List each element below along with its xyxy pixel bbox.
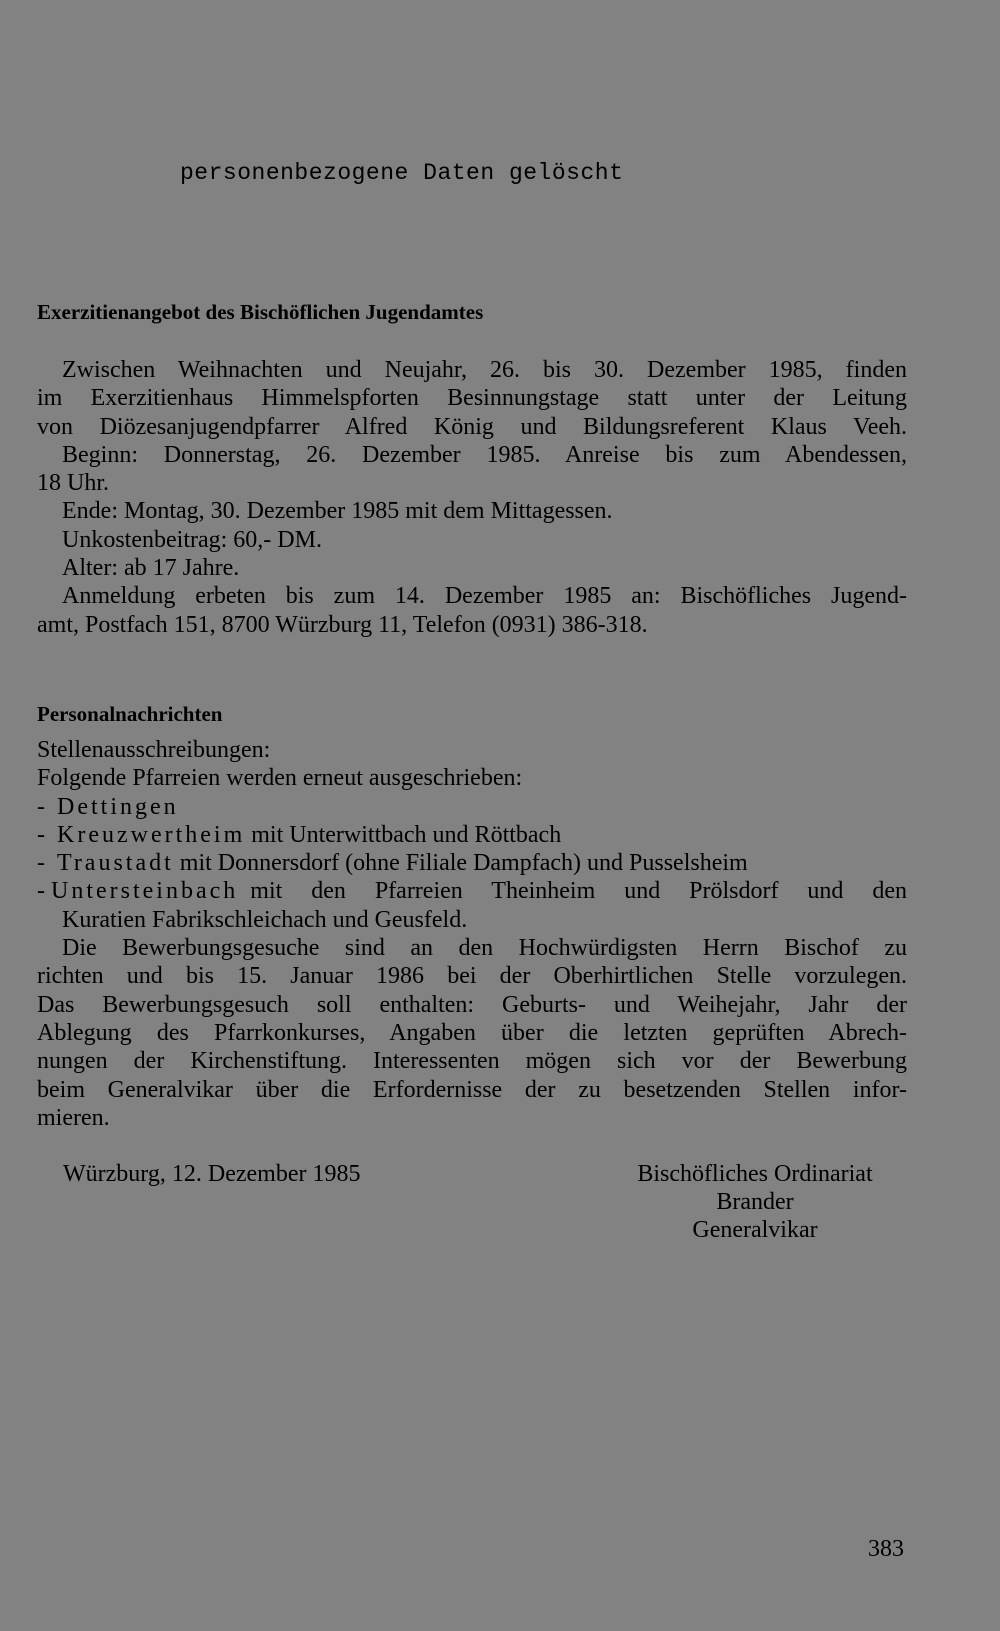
parish-detail: mit Unterwittbach und Röttbach <box>251 821 562 848</box>
text-line: Folgende Pfarreien werden erneut ausgeschrieben: <box>37 765 523 792</box>
text-line: Die Bewerbungsgesuche sind an den Hochwürdigsten Herrn Bischof zu <box>62 935 907 962</box>
redaction-note: personenbezogene Daten gelöscht <box>180 160 624 186</box>
text-line: Beginn: Donnerstag, 26. Dezember 1985. Anreise bis zum Abendessen, <box>62 441 907 468</box>
parish-list-item <box>37 821 907 849</box>
text-line: Kuratien Fabrikschleichach und Geusfeld. <box>62 906 468 933</box>
text-line: Stellenausschreibungen: <box>37 737 271 763</box>
page-number: 383 <box>868 1536 904 1562</box>
parish-name: Untersteinbach <box>51 878 239 905</box>
text-line: amt, Postfach 151, 8700 Würzburg 11, Telefon (0931) 386-318. <box>37 611 648 638</box>
place-date: Würzburg, 12. Dezember 1985 <box>63 1161 361 1187</box>
section-heading: Personalnachrichten <box>37 702 223 726</box>
text-line: richten und bis 15. Januar 1986 bei der Oberhirtlichen Stelle vorzulegen. <box>37 963 907 990</box>
parish-detail: mit Donnersdorf (ohne Filiale Dampfach) und Pusselsheim <box>179 850 748 877</box>
list-dash: - <box>37 821 45 848</box>
section-body <box>37 356 907 639</box>
section-personnel-news <box>37 700 907 1132</box>
parish-list-item <box>37 877 907 905</box>
signature-office: Bischöfliches Ordinariat <box>637 1161 873 1187</box>
list-dash: - <box>37 793 45 820</box>
text-line: Ende: Montag, 30. Dezember 1985 mit dem Mittagessen. <box>62 498 613 525</box>
section-body <box>37 736 907 1132</box>
text-line: Zwischen Weihnachten und Neujahr, 26. bis 30. Dezember 1985, finden <box>62 357 907 383</box>
section-retreat-offer <box>37 298 907 639</box>
text-line: Unkostenbeitrag: 60,- DM. <box>62 526 322 553</box>
signature-block <box>600 1160 910 1244</box>
parish-list-item <box>37 849 907 877</box>
text-line: nungen der Kirchenstiftung. Interessenten mögen sich vor der Bewerbung <box>37 1048 907 1075</box>
parish-name: Kreuzwertheim <box>57 821 246 848</box>
signature-name: Brander <box>716 1189 794 1215</box>
text-line: Alter: ab 17 Jahre. <box>62 555 240 582</box>
section-heading: Exerzitienangebot des Bischöflichen Jugendamtes <box>37 300 484 324</box>
signature-title: Generalvikar <box>692 1217 818 1243</box>
text-line: Anmeldung erbeten bis zum 14. Dezember 1985 an: Bischöfliches Jugend- <box>62 583 907 610</box>
text-line: Das Bewerbungsgesuch soll enthalten: Geburts- und Weihejahr, Jahr der <box>37 991 907 1018</box>
parish-detail: mit den Pfarreien Theinheim und Prölsdorf und den <box>250 878 907 905</box>
text-line: Ablegung des Pfarrkonkurses, Angaben über die letzten geprüften Abrech- <box>37 1019 907 1046</box>
list-dash: - <box>37 850 45 877</box>
text-line: mieren. <box>37 1104 110 1131</box>
text-line: im Exerzitienhaus Himmelspforten Besinnungstage statt unter der Leitung <box>37 385 907 412</box>
text-line: von Diözesanjugendpfarrer Alfred König und Bildungsreferent Klaus Veeh. <box>37 413 907 440</box>
list-dash: - <box>37 878 45 905</box>
parish-name: Dettingen <box>57 793 179 820</box>
text-line: 18 Uhr. <box>37 470 109 497</box>
text-line: beim Generalvikar über die Erfordernisse der zu besetzenden Stellen infor- <box>37 1076 907 1103</box>
parish-list-item <box>37 793 907 821</box>
parish-name: Traustadt <box>57 850 174 877</box>
